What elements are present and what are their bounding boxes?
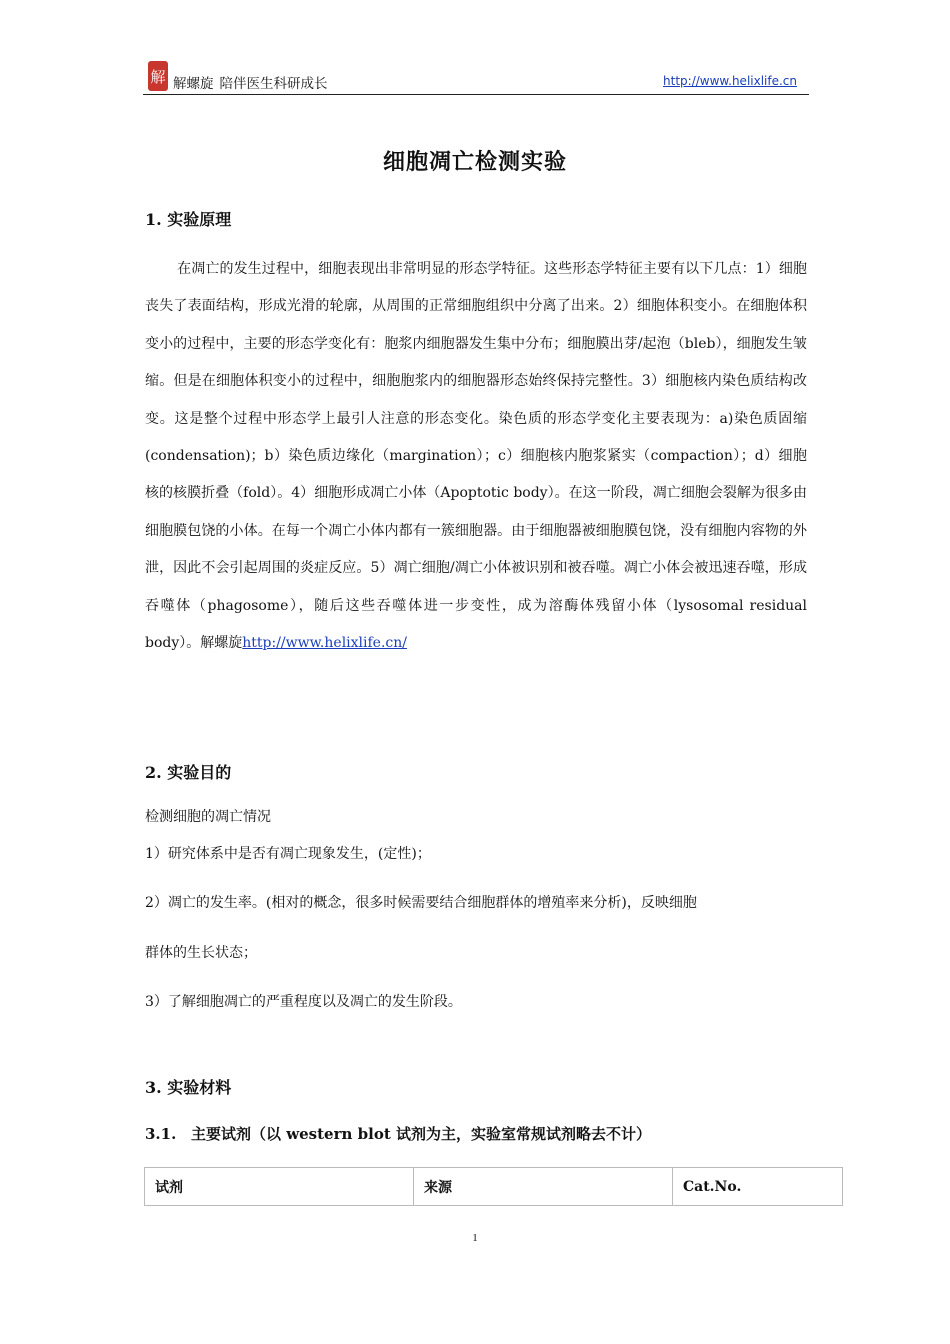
- table-header-cat-no: Cat.No.: [673, 1168, 843, 1206]
- logo-char: 解: [150, 68, 166, 86]
- section-heading-principle: 1. 实验原理: [145, 210, 232, 229]
- purpose-item-2: 2）凋亡的发生率。(相对的概念，很多时候需要结合细胞群体的增殖率来分析)，反映细胞: [145, 895, 697, 911]
- brand-block: [173, 72, 328, 92]
- helixlife-link[interactable]: http://www.helixlife.cn/: [242, 635, 407, 652]
- subsection-heading-reagents: [145, 1123, 651, 1144]
- brand-name: 解螺旋: [173, 76, 214, 92]
- reagents-table: [144, 1167, 843, 1206]
- purpose-item-1: 1）研究体系中是否有凋亡现象发生，(定性)；: [145, 846, 431, 862]
- section-heading-purpose: 2. 实验目的: [145, 763, 232, 782]
- purpose-item-2-continued: 群体的生长状态；: [145, 945, 257, 961]
- page-header: [143, 58, 809, 95]
- document-title: 细胞凋亡检测实验: [382, 149, 567, 175]
- purpose-intro: 检测细胞的凋亡情况: [145, 809, 271, 825]
- principle-paragraph: [145, 251, 807, 662]
- purpose-item-3: 3）了解细胞凋亡的严重程度以及凋亡的发生阶段。: [145, 994, 462, 1010]
- subsection-title: 主要试剂（以 western blot 试剂为主，实验室常规试剂略去不计）: [191, 1125, 651, 1143]
- table-header-source: 来源: [414, 1168, 673, 1206]
- principle-text: 在凋亡的发生过程中，细胞表现出非常明显的形态学特征。这些形态学特征主要有以下几点：1）细胞丧失了表面结构，形成光滑的轮廓，从周围的正常细胞组织中分离了出来。2）细胞体积变小。在细胞体积变小的过程中，主要的形态学变化有：胞浆内细胞器发生集中分布；细胞膜出芽/起泡（bleb），细胞发生皱缩。但是在细胞体积变小的过程中，细胞胞浆内的细胞器形态始终保持完整性。3）细胞核内染色质结构改变。这是整个过程中形态学上最引人注意的形态变化。染色质的形态学变化主要表现为：a)染色质固缩(condensation)；b）染色质边缘化（margination）；c）细胞核内胞浆紧实（compaction）；d）细胞核的核膜折叠（fold）。4）细胞形成凋亡小体（Apoptotic body）。在这一阶段，凋亡细胞会裂解为很多由细胞膜包饶的小体。在每一个凋亡小体内都有一簇细胞器。由于细胞器被细胞膜包饶，没有细胞内容物的外泄，因此不会引起周围的炎症反应。5）凋亡细胞/凋亡小体被识别和被吞噬。凋亡小体会被迅速吞噬，形成吞噬体（phagosome），随后这些吞噬体进一步变性，成为溶酶体残留小体（lysosomal residual body）。解螺旋: [145, 261, 807, 652]
- helix-logo-icon: [147, 60, 169, 92]
- table-header-row: [145, 1168, 843, 1206]
- section-heading-materials: 3. 实验材料: [145, 1078, 232, 1097]
- header-site-link[interactable]: http://www.helixlife.cn: [663, 74, 797, 88]
- page-number: 1: [472, 1232, 478, 1244]
- brand-slogan: 陪伴医生科研成长: [219, 76, 328, 92]
- subsection-number: 3.1.: [145, 1125, 177, 1143]
- table-header-reagent: 试剂: [145, 1168, 414, 1206]
